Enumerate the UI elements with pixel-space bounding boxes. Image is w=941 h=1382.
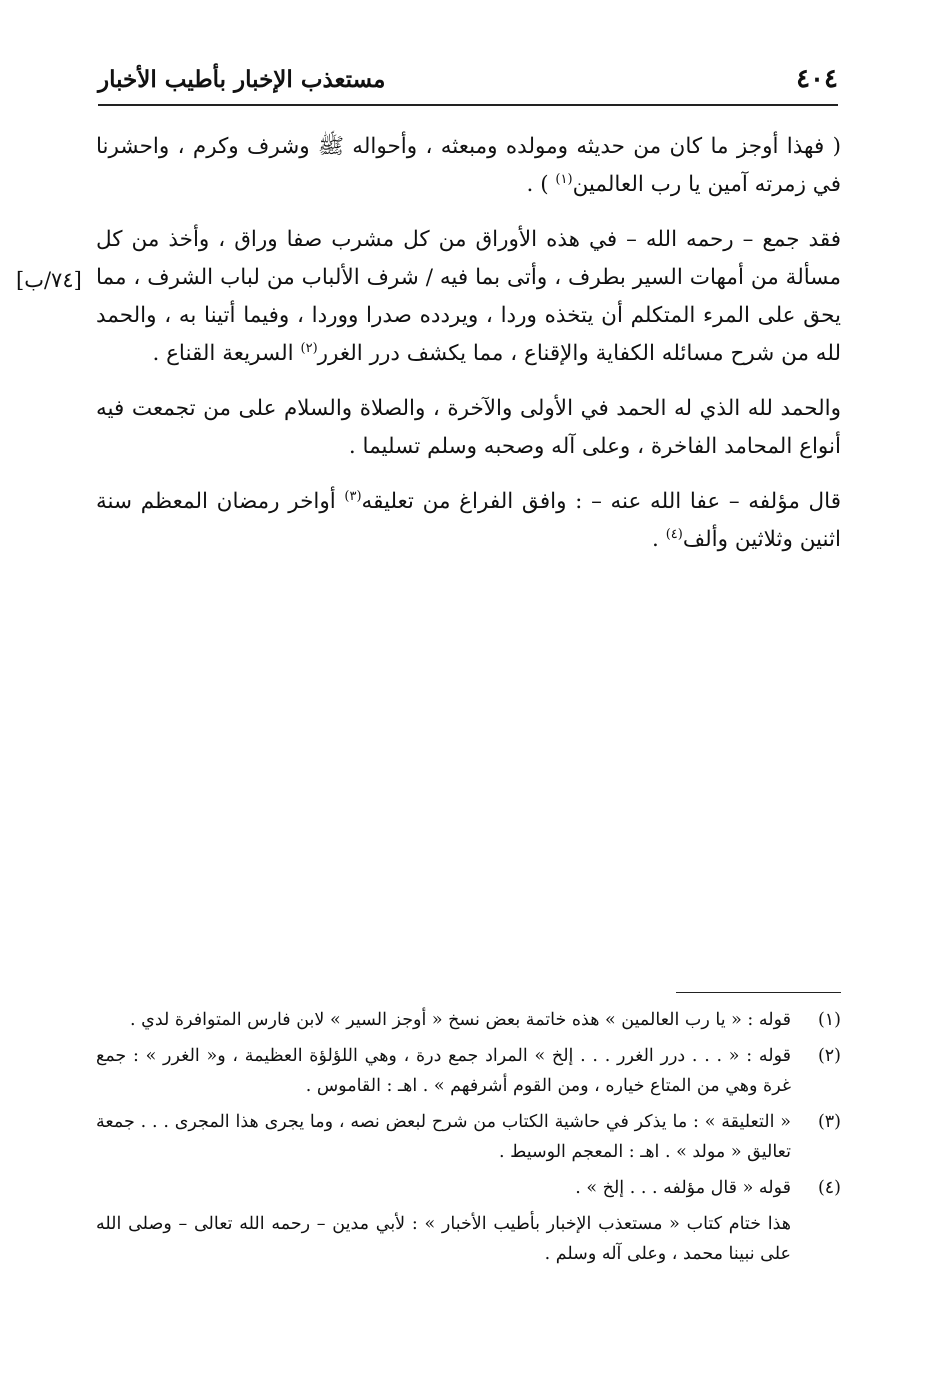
footnote-text: قوله : « . . . درر الغرر . . . إلخ » المراد جمع درة ، وهي اللؤلؤة العظيمة ، و« الغرر » : جمع غرة وهي من المتاع خياره ، ومن القوم أشرفهم » . اهـ : القاموس . bbox=[96, 1046, 791, 1096]
paragraph-4-end: . bbox=[652, 527, 666, 552]
footnote-ref-2[interactable]: (٢) bbox=[300, 340, 318, 356]
footnotes bbox=[96, 1005, 841, 1269]
paragraph-4 bbox=[96, 483, 841, 559]
closing-colophon: هذا ختام كتاب « مستعذب الإخبار بأطيب الأخبار » : لأبي مدين – رحمه الله تعالى – وصلى الله على نبينا محمد ، وعلى آله وسلم . bbox=[96, 1214, 791, 1264]
footnote-4 bbox=[96, 1173, 841, 1203]
footnote-number: (٤) bbox=[817, 1178, 841, 1198]
paragraph-2 bbox=[96, 221, 841, 373]
footnote-ref-4[interactable]: (٤) bbox=[665, 526, 683, 542]
page-number: ٤٠٤ bbox=[796, 64, 838, 94]
footnote-text: « التعليقة » : ما يذكر في حاشية الكتاب من شرح لبعض نصه ، وما يجرى هذا المجرى . . . جمعة تعاليق « مولد » . اهـ : المعجم الوسيط . bbox=[96, 1112, 791, 1162]
paragraph-3 bbox=[96, 390, 841, 466]
running-title: مستعذب الإخبار بأطيب الأخبار bbox=[98, 66, 386, 93]
footnote-number: (١) bbox=[817, 1010, 841, 1030]
footnote-ref-3[interactable]: (٣) bbox=[344, 488, 362, 504]
paragraph-4-text: قال مؤلفه – عفا الله عنه – : وافق الفراغ من تعليقه bbox=[361, 489, 841, 514]
paragraph-2-end: السريعة القناع . bbox=[152, 341, 301, 366]
footnote-2 bbox=[96, 1041, 841, 1101]
footnote-text: قوله « قال مؤلفه . . . إلخ » . bbox=[575, 1178, 791, 1198]
footnote-number: (٢) bbox=[817, 1046, 841, 1066]
footnote-ref-1[interactable]: (١) bbox=[555, 171, 573, 187]
footnote-3 bbox=[96, 1107, 841, 1167]
paragraph-2-text: فقد جمع – رحمه الله – في هذه الأوراق من كل مشرب صفا وراق ، وأخذ من كل مسألة من أمهات السير بطرف ، وأتى بما فيه / شرف الألباب من لباب الشرف ، مما يحق على المرء المتكلم أن يتخذه وردا ، ويردده صدرا ووردا ، وفيما أتينا به ، والحمد لله من شرح مسائله الكفاية والإقناع ، مما يكشف درر الغرر bbox=[96, 227, 841, 366]
running-header bbox=[98, 60, 838, 104]
paragraph-1-end: ) . bbox=[526, 172, 556, 197]
footnote-number: (٣) bbox=[817, 1112, 841, 1132]
footnote-separator bbox=[676, 992, 841, 993]
paragraph-1-text: ( فهذا أوجز ما كان من حديثه ومولده ومبعثه ، وأحواله ﷺ وشرف وكرم ، واحشرنا في زمرته آمين يا رب العالمين bbox=[96, 134, 841, 197]
paragraph-1 bbox=[96, 128, 841, 204]
margin-folio-mark: [٧٤/ب] bbox=[16, 268, 82, 292]
paragraph-4-mid: أواخر رمضان المعظم سنة اثنين وثلاثين وألف bbox=[96, 489, 841, 552]
paragraph-3-text: والحمد لله الذي له الحمد في الأولى والآخرة ، والصلاة والسلام على من تجمعت فيه أنواع المحامد الفاخرة ، وعلى آله وصحبه وسلم تسليما . bbox=[96, 396, 841, 459]
footnote-text: قوله : « يا رب العالمين » هذه خاتمة بعض نسخ « أوجز السير » لابن فارس المتوافرة لدي . bbox=[130, 1010, 791, 1030]
header-rule bbox=[98, 104, 838, 106]
footnote-1 bbox=[96, 1005, 841, 1035]
main-text bbox=[96, 128, 841, 576]
